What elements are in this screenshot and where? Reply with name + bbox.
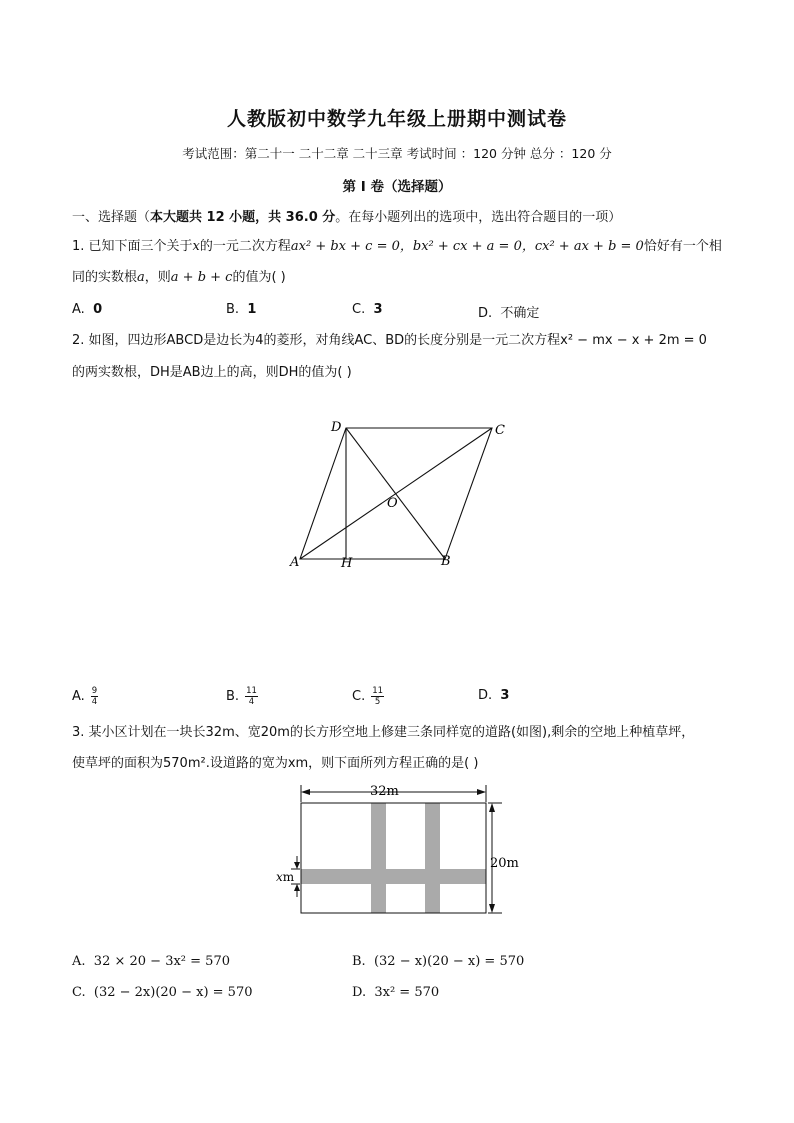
q1-equations: ax² + bx + c = 0，bx² + cx + a = 0，cx² + ax + b = 0 [290,239,644,254]
q1-option-c[interactable]: C. 3 [352,302,383,317]
section-heading [72,206,621,225]
volume-heading: 第 I 卷（选择题） [342,179,452,195]
label-a: A [290,555,300,570]
label-b: B [441,554,451,569]
q3-option-c[interactable]: C. (32 − 2x)(20 − x) = 570 [72,985,253,1000]
field-outline [301,803,486,913]
q3-option-a[interactable]: A. 32 × 20 − 3x² = 570 [72,954,230,969]
rhombus-figure [280,412,520,577]
q3-line2: 使草坪的面积为570m².设道路的宽为xm，则下面所列方程正确的是( ) [72,756,479,771]
label-o: O [387,496,398,511]
q1-text-b: 的一元二次方程 [199,239,291,254]
q1-expression: a + b + c [170,270,233,285]
q3-option-b[interactable]: B. (32 − x)(20 − x) = 570 [352,954,525,969]
label-h: H [341,556,353,571]
road-vertical-1 [371,803,386,913]
exam-info: 考试范围：第二十一 二十二章 二十三章 考试时间 ：120 分钟 总分 ：120 分 [182,146,612,161]
label-20m: 20m [490,856,519,871]
q1-line1 [72,239,722,255]
label-c: C [495,423,505,438]
road-figure [270,780,530,920]
q1-text-c: 恰好有一个相 [643,239,722,254]
q2-option-b[interactable]: B. $\frac{11}{4}$ [226,686,257,707]
q2-option-c[interactable]: C. $\frac{11}{5}$ [352,686,384,707]
q1-var-a: a [137,270,145,285]
q2-option-d[interactable]: D. 3 [478,688,510,703]
q3-option-d[interactable]: D. 3x² = 570 [352,985,440,1000]
q3-line1: 3. 某小区计划在一块长32m、宽20m的长方形空地上修建三条同样宽的道路(如图),剩余的空地上种植草坪， [72,725,695,740]
road-vertical-2 [425,803,440,913]
q1-text-a: 1. 已知下面三个关于 [72,239,193,254]
q1-option-b[interactable]: B. 1 [226,302,257,317]
q2-option-a[interactable]: A. $\frac{9}{4}$ [72,686,98,707]
q1-line2 [72,270,286,286]
page-title: 人教版初中数学九年级上册期中测试卷 [226,108,567,130]
section-bold: 本大题共 12 小题，共 36.0 分 [150,210,336,225]
section-prefix: 一、选择题（ [72,210,151,225]
q1-text-f: 的值为( ) [232,270,286,285]
q1-option-d[interactable]: D. 不确定 [478,306,540,321]
q1-text-d: 同的实数根 [72,270,138,285]
q2-line2: 的两实数根，DH是AB边上的高，则DH的值为( ) [72,365,352,380]
q1-text-e: ，则 [144,270,171,285]
label-32m: 32m [370,784,399,799]
label-xm: xm [276,870,295,884]
diagonal-bd [346,428,445,559]
section-suffix: 。在每小题列出的选项中，选出符合题目的一项） [335,210,622,225]
road-horizontal [301,869,486,884]
label-d: D [331,420,342,435]
q1-option-a[interactable]: A. 0 [72,302,103,317]
q2-line1: 2. 如图，四边形ABCD是边长为4的菱形，对角线AC、BD的长度分别是一元二次方程x² − mx − x + 2m = 0 [72,333,707,348]
q1-var-x: x [192,239,200,254]
